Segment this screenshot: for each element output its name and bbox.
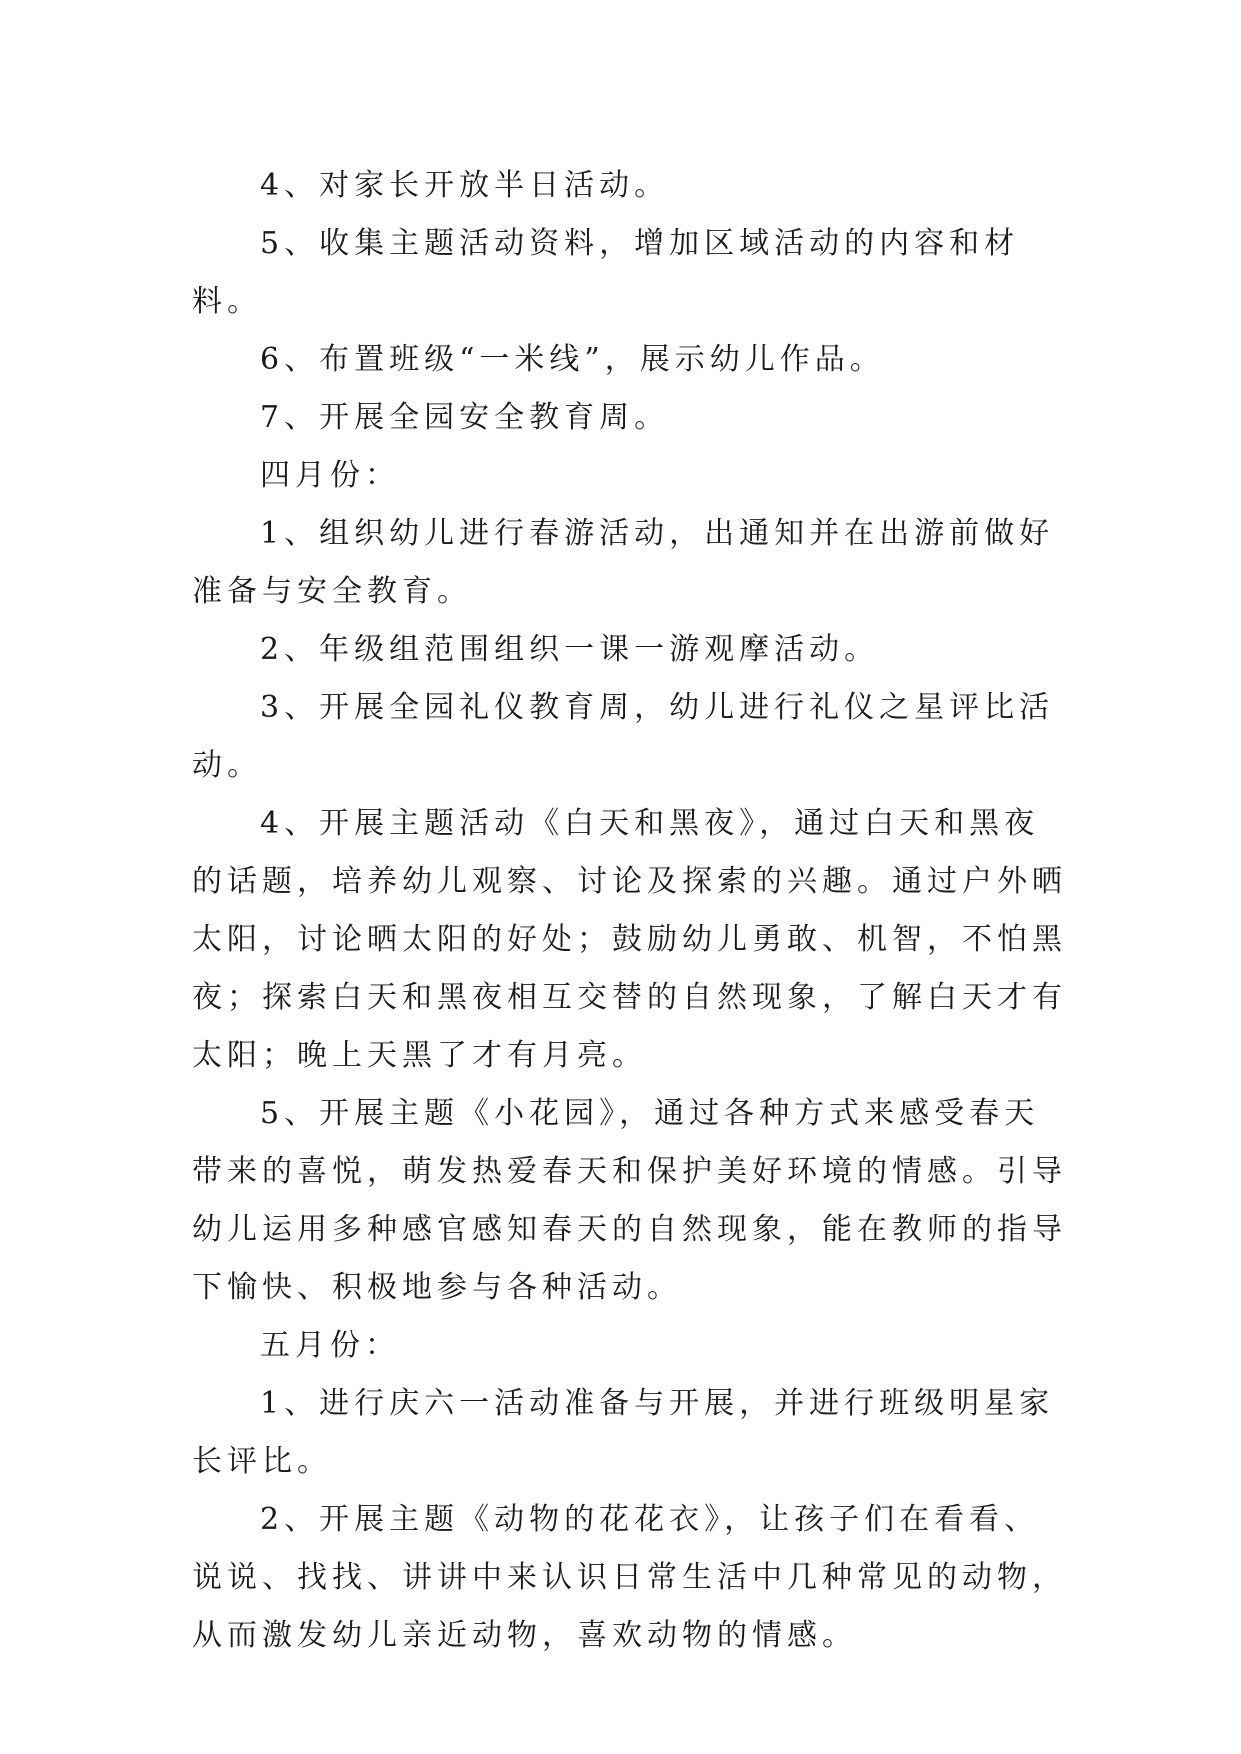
paragraph-item-6: 6、布置班级“一米线”，展示幼儿作品。 bbox=[260, 342, 885, 377]
paragraph-item-4: 4、对家长开放半日活动。 bbox=[260, 168, 670, 203]
section-heading-april: 四月份： bbox=[260, 458, 400, 493]
april-item-1: 1、组织幼儿进行春游活动，出通知并在出游前做好准备与安全教育。 bbox=[192, 516, 1055, 609]
april-item-2: 2、年级组范围组织一课一游观摩活动。 bbox=[260, 632, 880, 667]
may-item-2: 2、开展主题《动物的花花衣》，让孩子们在看看、说说、找找、讲讲中来认识日常生活中几种常见的动物，从而激发幼儿亲近动物，喜欢动物的情感。 bbox=[192, 1502, 1067, 1653]
section-heading-may: 五月份： bbox=[260, 1328, 400, 1363]
document-body bbox=[192, 157, 1072, 1665]
april-item-4: 4、开展主题活动《白天和黑夜》，通过白天和黑夜的话题，培养幼儿观察、讨论及探索的兴趣。通过户外晒太阳，讨论晒太阳的好处；鼓励幼儿勇敢、机智，不怕黑夜；探索白天和黑夜相互交替的自然现象，了解白天才有太阳；晚上天黑了才有月亮。 bbox=[192, 806, 1067, 1073]
may-item-1: 1、进行庆六一活动准备与开展，并进行班级明星家长评比。 bbox=[192, 1386, 1055, 1479]
paragraph-item-7: 7、开展全园安全教育周。 bbox=[260, 400, 670, 435]
paragraph-item-5: 5、收集主题活动资料，增加区域活动的内容和材料。 bbox=[192, 226, 1020, 319]
april-item-3: 3、开展全园礼仪教育周，幼儿进行礼仪之星评比活动。 bbox=[192, 690, 1055, 783]
april-item-5: 5、开展主题《小花园》，通过各种方式来感受春天带来的喜悦，萌发热爱春天和保护美好环境的情感。引导幼儿运用多种感官感知春天的自然现象，能在教师的指导下愉快、积极地参与各种活动。 bbox=[192, 1096, 1067, 1305]
